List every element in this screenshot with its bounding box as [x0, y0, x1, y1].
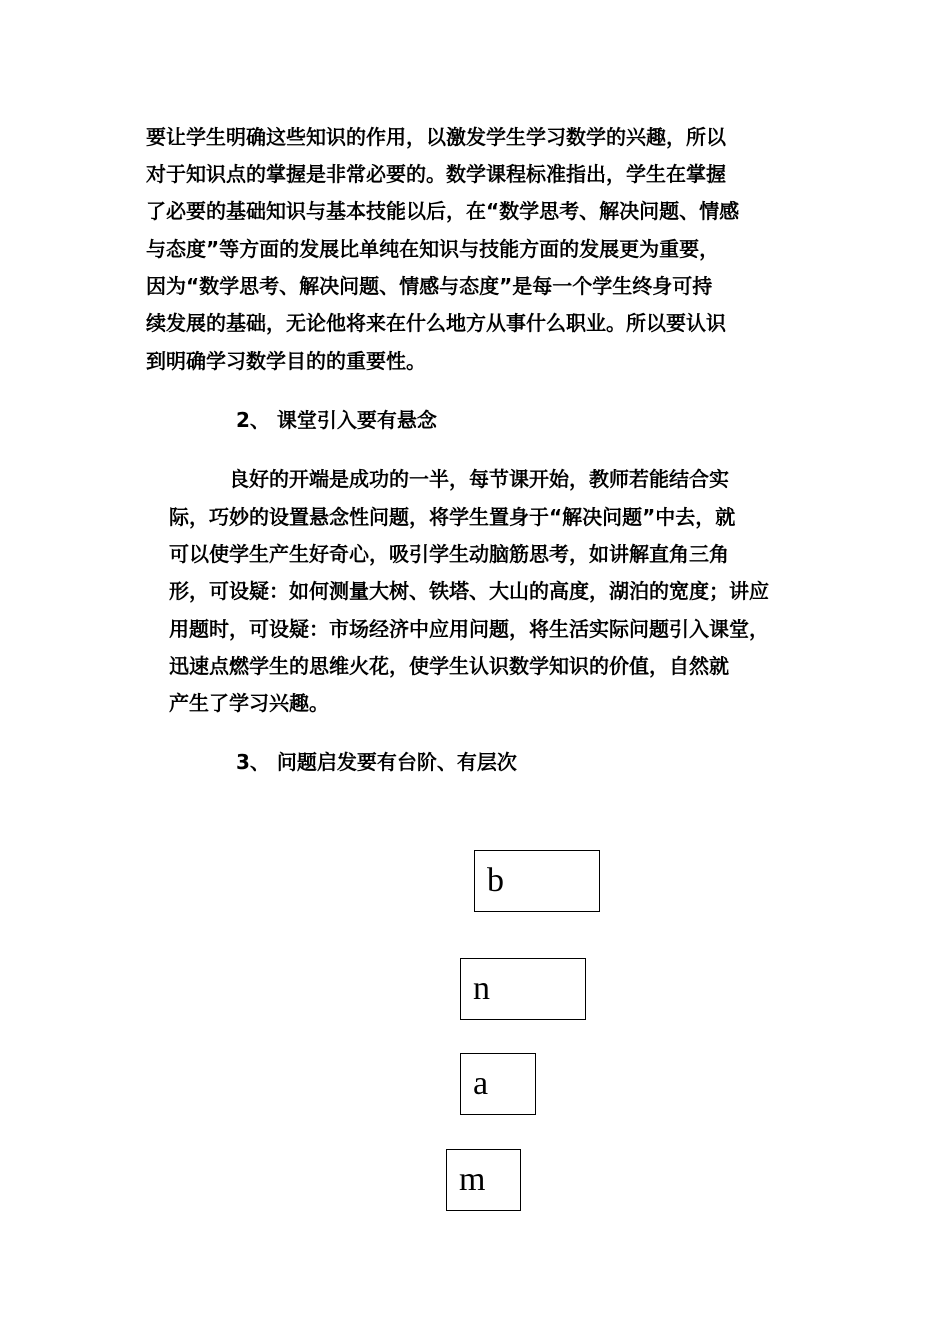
- section-heading-2: 2、 课堂引入要有悬念: [236, 408, 437, 432]
- letter-box-n: n: [460, 958, 586, 1020]
- paragraph-2-line-7: 产生了学习兴趣。: [169, 691, 329, 715]
- paragraph-1-line-7: 到明确学习数学目的的重要性。: [146, 349, 426, 373]
- paragraph-2-line-3: 可以使学生产生好奇心，吸引学生动脑筋思考，如讲解直角三角: [169, 542, 729, 566]
- paragraph-1-line-3: 了必要的基础知识与基本技能以后，在“数学思考、解决问题、情感: [146, 199, 740, 223]
- paragraph-2-line-5: 用题时，可设疑：市场经济中应用问题，将生活实际问题引入课堂，: [169, 617, 769, 641]
- letter-box-m: m: [446, 1149, 521, 1211]
- paragraph-1-line-2: 对于知识点的掌握是非常必要的。数学课程标准指出，学生在掌握: [146, 162, 726, 186]
- paragraph-2-line-1: 良好的开端是成功的一半，每节课开始，教师若能结合实: [169, 467, 729, 491]
- paragraph-2-line-6: 迅速点燃学生的思维火花，使学生认识数学知识的价值，自然就: [169, 654, 729, 678]
- paragraph-1-line-1: 要让学生明确这些知识的作用，以激发学生学习数学的兴趣，所以: [146, 125, 726, 149]
- letter-box-a: a: [460, 1053, 536, 1115]
- letter-box-b: b: [474, 850, 600, 912]
- paragraph-2-line-2: 际，巧妙的设置悬念性问题，将学生置身于“解决问题”中去，就: [169, 505, 736, 529]
- paragraph-1-line-5: 因为“数学思考、解决问题、情感与态度”是每一个学生终身可持: [146, 274, 713, 298]
- paragraph-1-line-6: 续发展的基础，无论他将来在什么地方从事什么职业。所以要认识: [146, 311, 726, 335]
- section-heading-3: 3、 问题启发要有台阶、有层次: [236, 750, 517, 774]
- paragraph-2-line-4: 形，可设疑：如何测量大树、铁塔、大山的高度，湖泊的宽度；讲应: [169, 579, 769, 603]
- paragraph-1-line-4: 与态度”等方面的发展比单纯在知识与技能方面的发展更为重要，: [146, 237, 720, 261]
